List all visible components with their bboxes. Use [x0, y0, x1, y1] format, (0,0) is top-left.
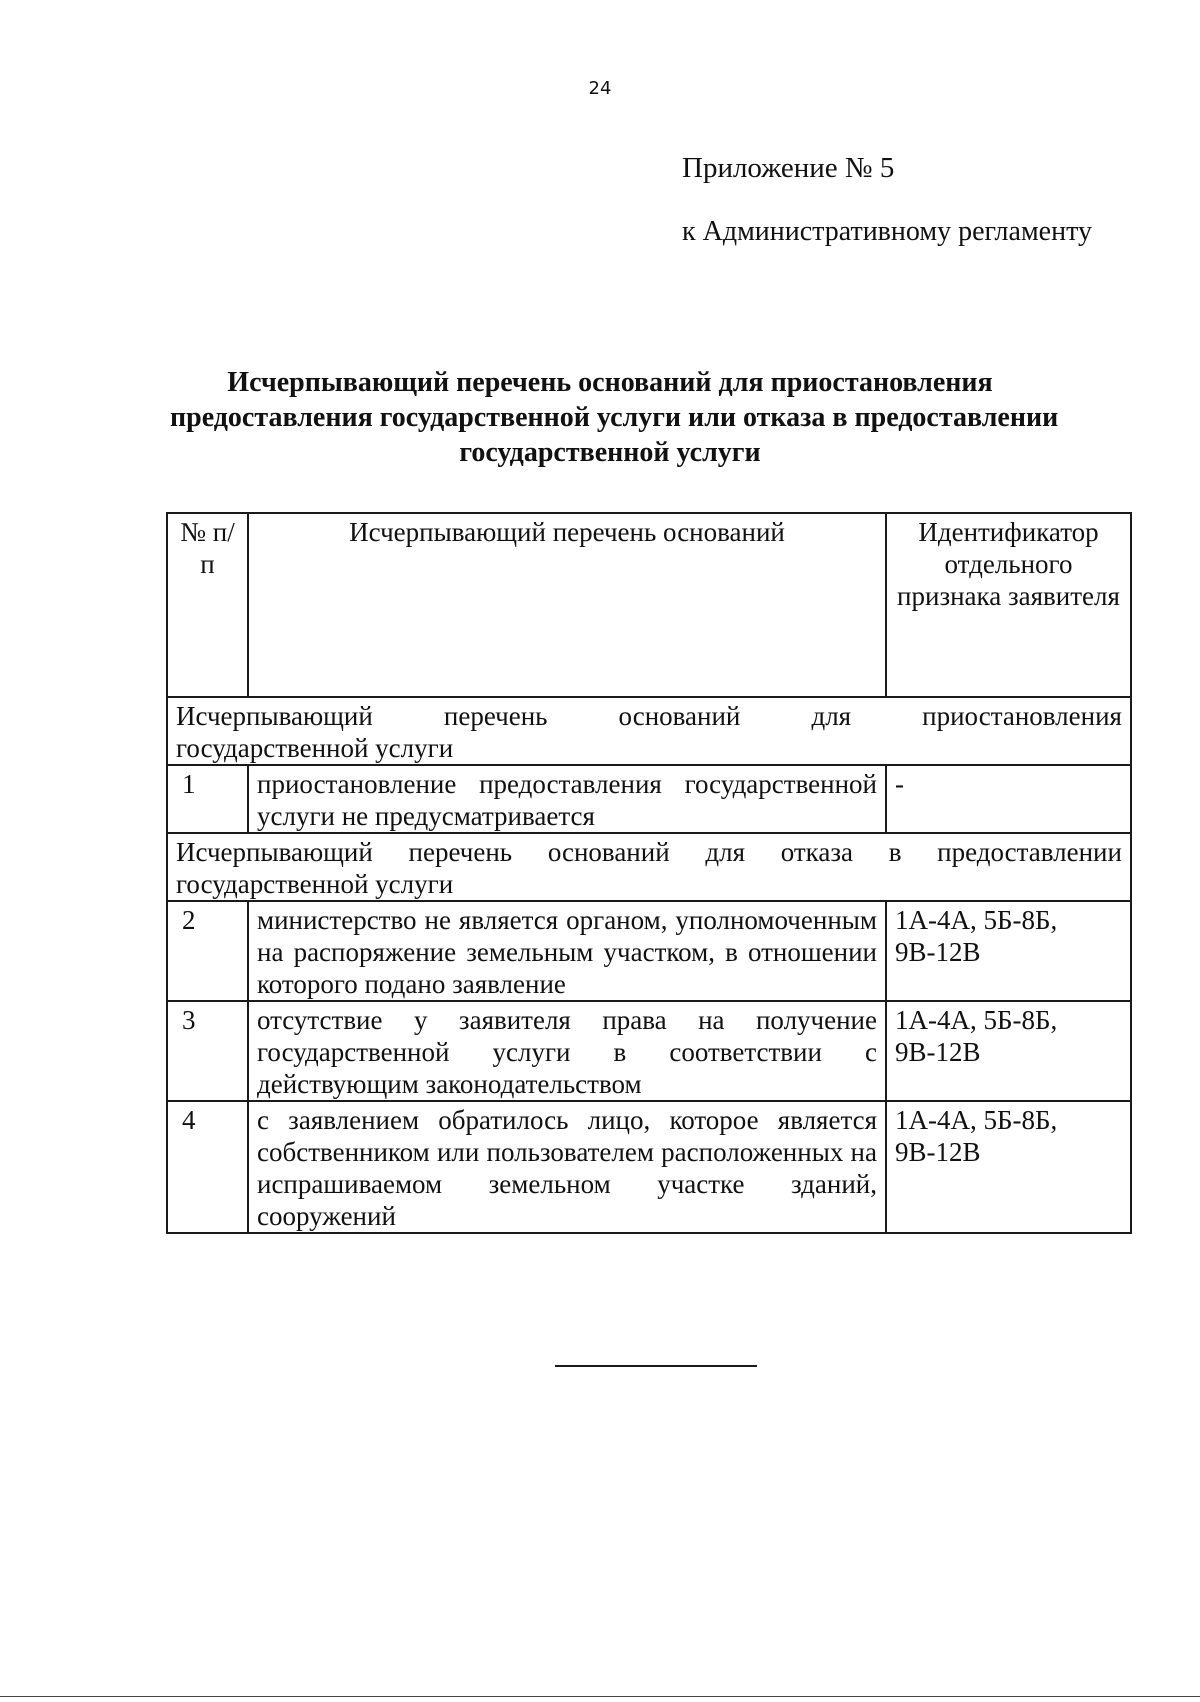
section-suspension-cell	[167, 697, 1131, 765]
section-refusal-row	[167, 833, 1131, 901]
row-reason: с заявлением обратилось лицо, которое является собственником или пользователем расположенных на испрашиваемом земельном участке зданий, сооружений	[248, 1101, 886, 1233]
section-word: оснований	[618, 701, 741, 731]
appendix-title: Приложение № 5	[682, 152, 895, 184]
row-number: 1	[167, 765, 248, 833]
row-number: 3	[167, 1001, 248, 1101]
document-heading	[170, 365, 1059, 470]
section-refusal-cell	[167, 833, 1131, 901]
section-suspension-tail: государственной услуги	[176, 733, 454, 763]
appendix-subtitle: к Административному регламенту	[682, 216, 1092, 247]
table-header-row	[167, 513, 1131, 697]
header-identifier: Идентификатор отдельного признака заявителя	[886, 513, 1131, 697]
section-word: перечень	[443, 701, 548, 731]
row-identifier: 1А-4А, 5Б-8Б, 9В-12В	[886, 1001, 1131, 1101]
section-word: оснований	[547, 837, 670, 867]
section-suspension-row	[167, 697, 1131, 765]
row-identifier: 1А-4А, 5Б-8Б, 9В-12В	[886, 901, 1131, 1001]
header-num: № п/п	[167, 513, 248, 697]
header-grounds: Исчерпывающий перечень оснований	[248, 513, 886, 697]
section-word: для	[705, 837, 746, 867]
closing-divider	[555, 1365, 757, 1367]
grounds-table	[166, 512, 1132, 1234]
heading-line-2: предоставления государственной услуги или отказа в предоставлении	[170, 402, 1059, 433]
section-word: отказа	[780, 837, 854, 867]
table-row	[167, 1101, 1131, 1233]
scan-edge-divider	[0, 1696, 1200, 1697]
row-reason: приостановление предоставления государственной услуги не предусматривается	[248, 765, 886, 833]
table-row	[167, 1001, 1131, 1101]
section-word: Исчерпывающий	[176, 837, 373, 867]
row-number: 4	[167, 1101, 248, 1233]
row-identifier: -	[886, 765, 1131, 833]
heading-line-1: Исчерпывающий перечень оснований для приостановления	[227, 367, 993, 398]
section-word: предоставлении	[937, 837, 1122, 867]
table-row	[167, 765, 1131, 833]
page-number: 24	[588, 78, 612, 99]
row-number: 2	[167, 901, 248, 1001]
section-word: в	[888, 837, 902, 867]
heading-line-3: государственной услуги	[459, 437, 761, 468]
table-row	[167, 901, 1131, 1001]
row-reason: отсутствие у заявителя права на получение государственной услуги в соответствии с действующим законодательством	[248, 1001, 886, 1101]
section-suspension-line	[176, 700, 1122, 732]
section-refusal-line	[176, 836, 1122, 868]
section-refusal-tail: государственной услуги	[176, 869, 454, 899]
section-word: Исчерпывающий	[176, 701, 373, 731]
section-word: приостановления	[922, 701, 1122, 731]
section-word: перечень	[408, 837, 513, 867]
row-identifier: 1А-4А, 5Б-8Б, 9В-12В	[886, 1101, 1131, 1233]
section-word: для	[811, 701, 852, 731]
row-reason: министерство не является органом, уполномоченным на распоряжение земельным участком, в отношении которого подано заявление	[248, 901, 886, 1001]
